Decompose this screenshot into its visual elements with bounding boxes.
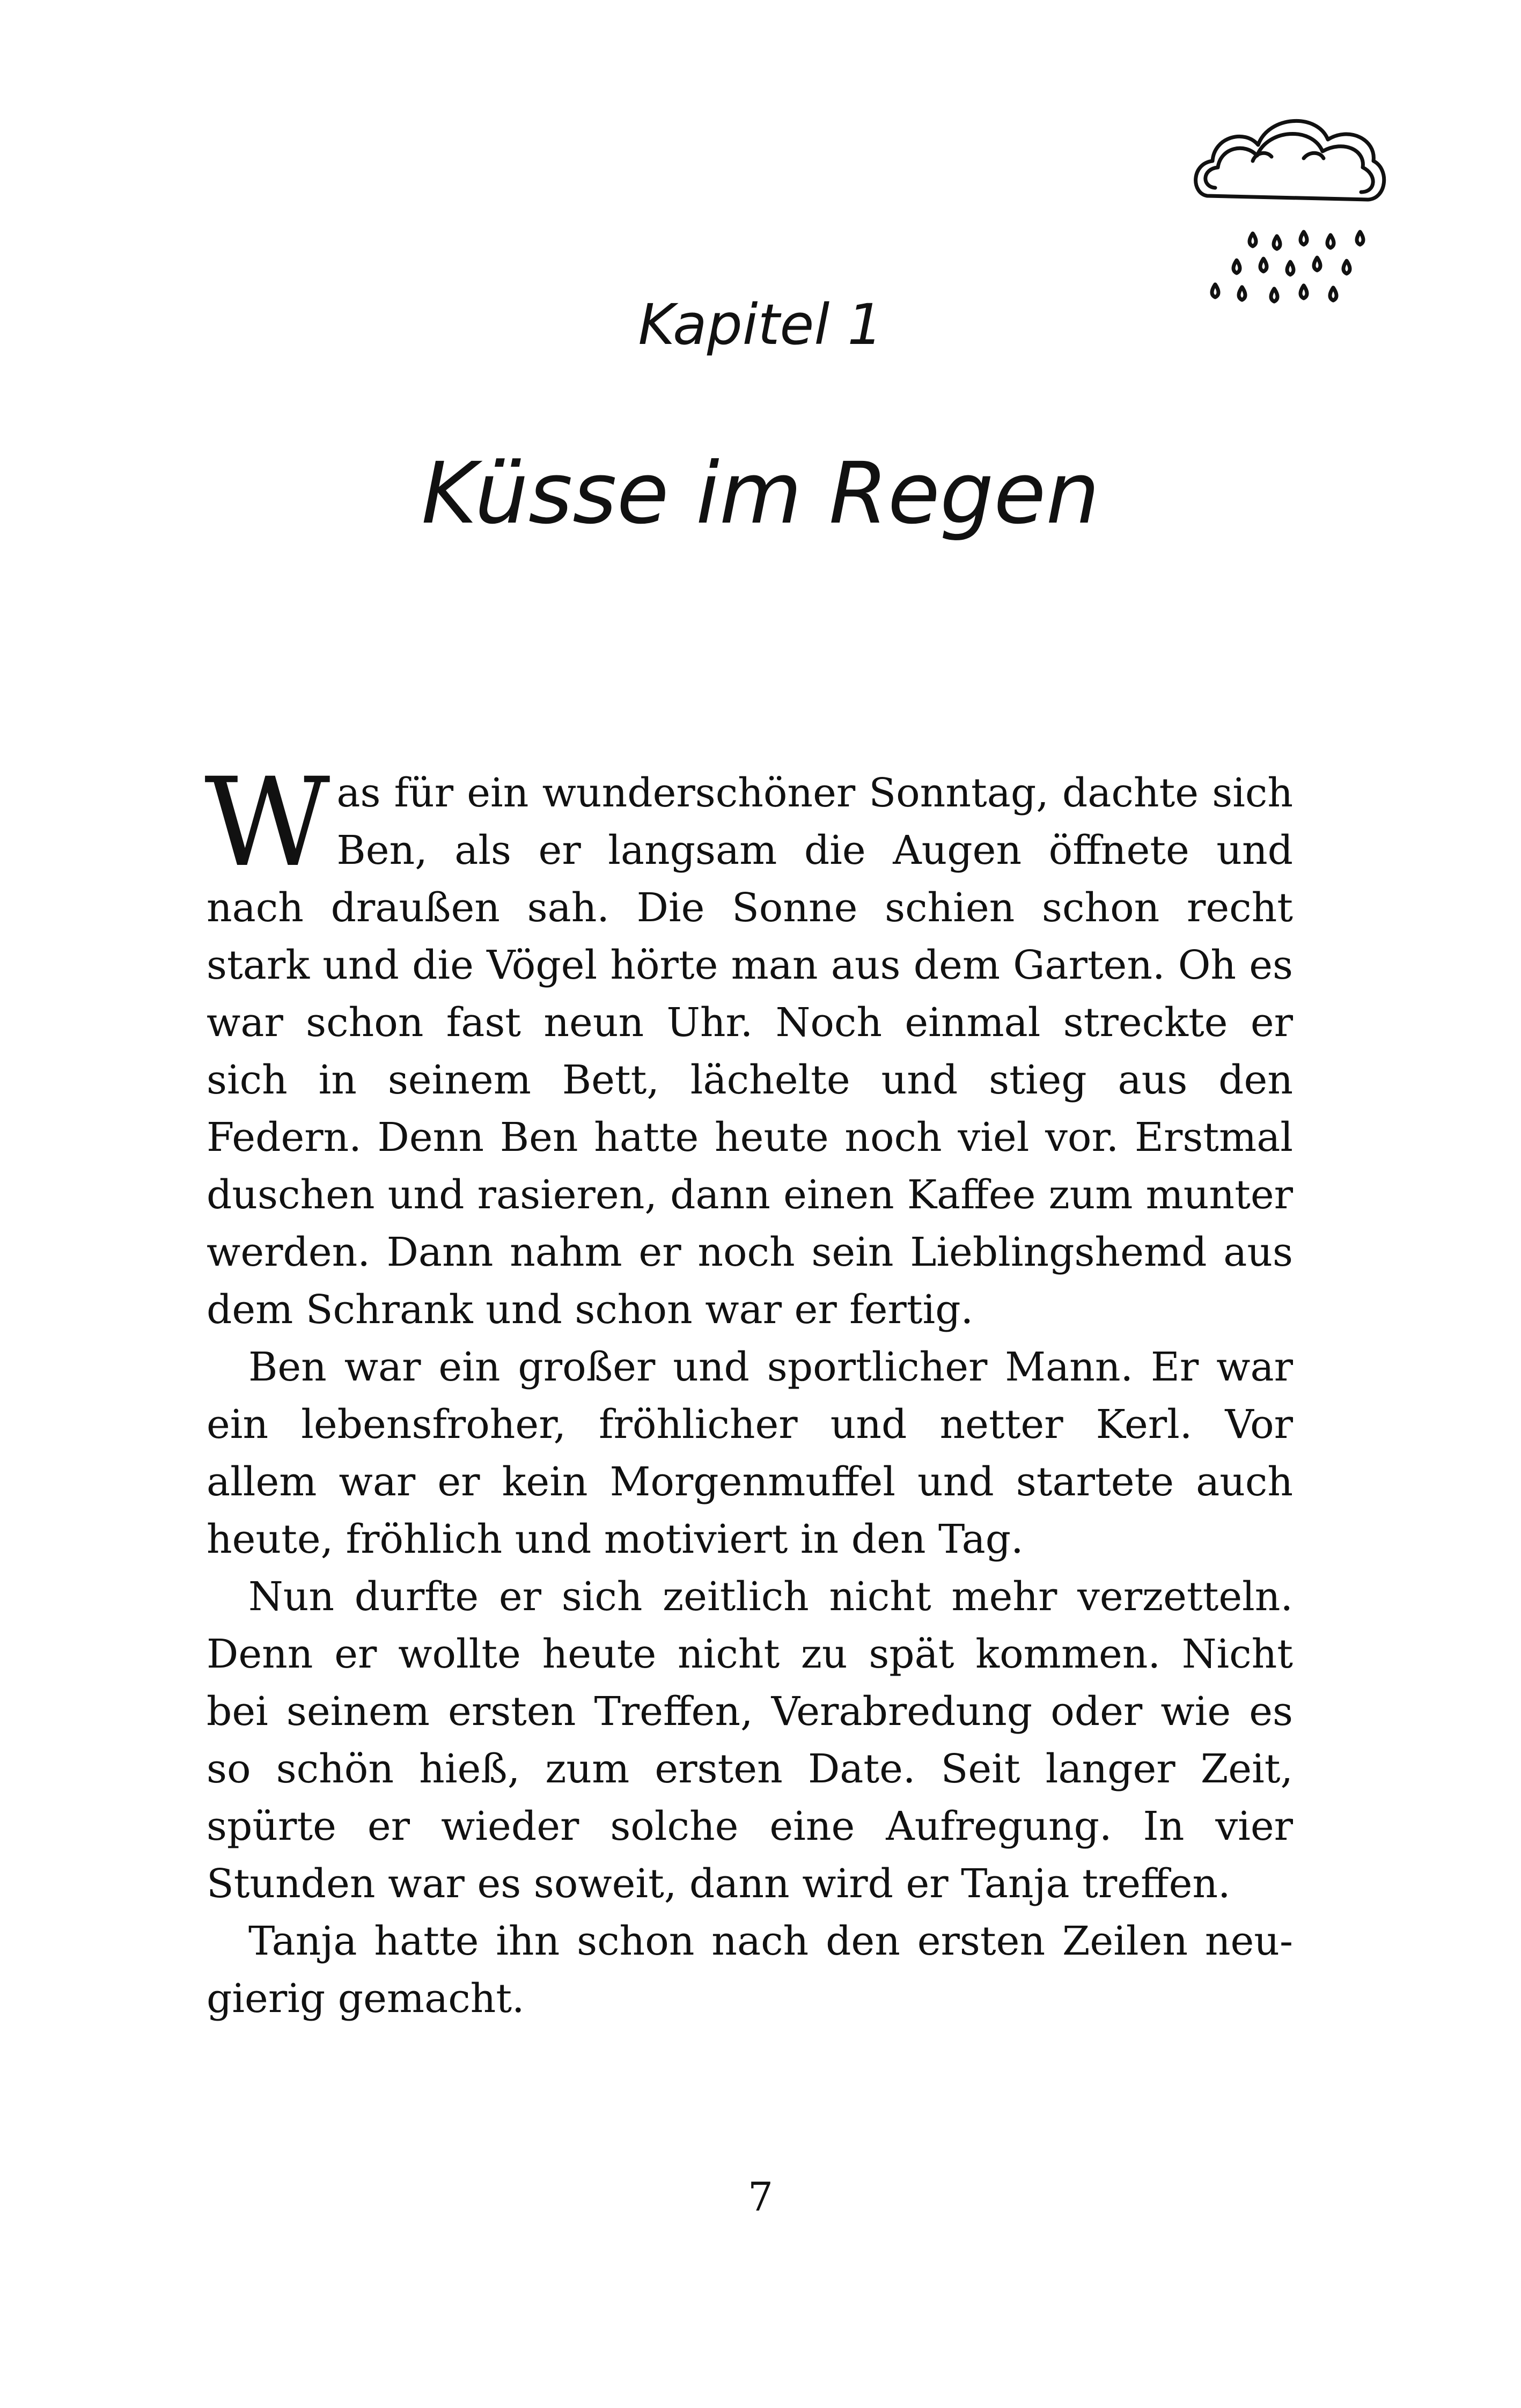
paragraph [204,751,1293,1339]
paragraph: Nun durfte er sich zeitlich nicht mehr verzetteln. Denn er wollte heute nicht zu spät kommen. Nicht bei seinem ersten Treffen, Verabredung oder wie es so schön hieß, zum ersten Date. Seit langer Zeit, spürte er wieder solche eine Aufregung. In vier Stunden war es soweit, dann wird er Tanja treffen. [207,1574,1293,1907]
chapter-body [204,751,1293,2028]
chapter-title: Küsse im Regen [421,444,1100,543]
chapter-label: Kapitel 1 [638,292,883,357]
paragraph-text: as für ein wunderschöner Sonntag, dachte sich Ben, als er langsam die Augen öffnete und nach draußen sah. Die Sonne schien schon recht stark und die Vögel hörte man aus dem Garten. Oh es war schon fast neun Uhr. Noch einmal streckte er sich in seinem Bett, lächelte und stieg aus den Federn. Denn Ben hatte heute noch viel vor. Erstmal duschen und rasieren, dann einen Kaffee zum munter werden. Dann nahm er noch sein Lieblingshemd aus dem Schrank und schon war er fertig. [207,770,1293,1333]
paragraph: Ben war ein großer und sportlicher Mann. Er war ein lebensfroher, fröhlicher und netter Kerl. Vor allem war er kein Morgenmuffel und startete auch heute, fröhlich und motiviert in den Tag. [207,1344,1293,1562]
page-number: 7 [747,2174,774,2220]
paragraph: Tanja hatte ihn schon nach den ersten Zeilen neugierig gemacht. [207,1918,1293,2022]
drop-cap: W [204,751,330,894]
